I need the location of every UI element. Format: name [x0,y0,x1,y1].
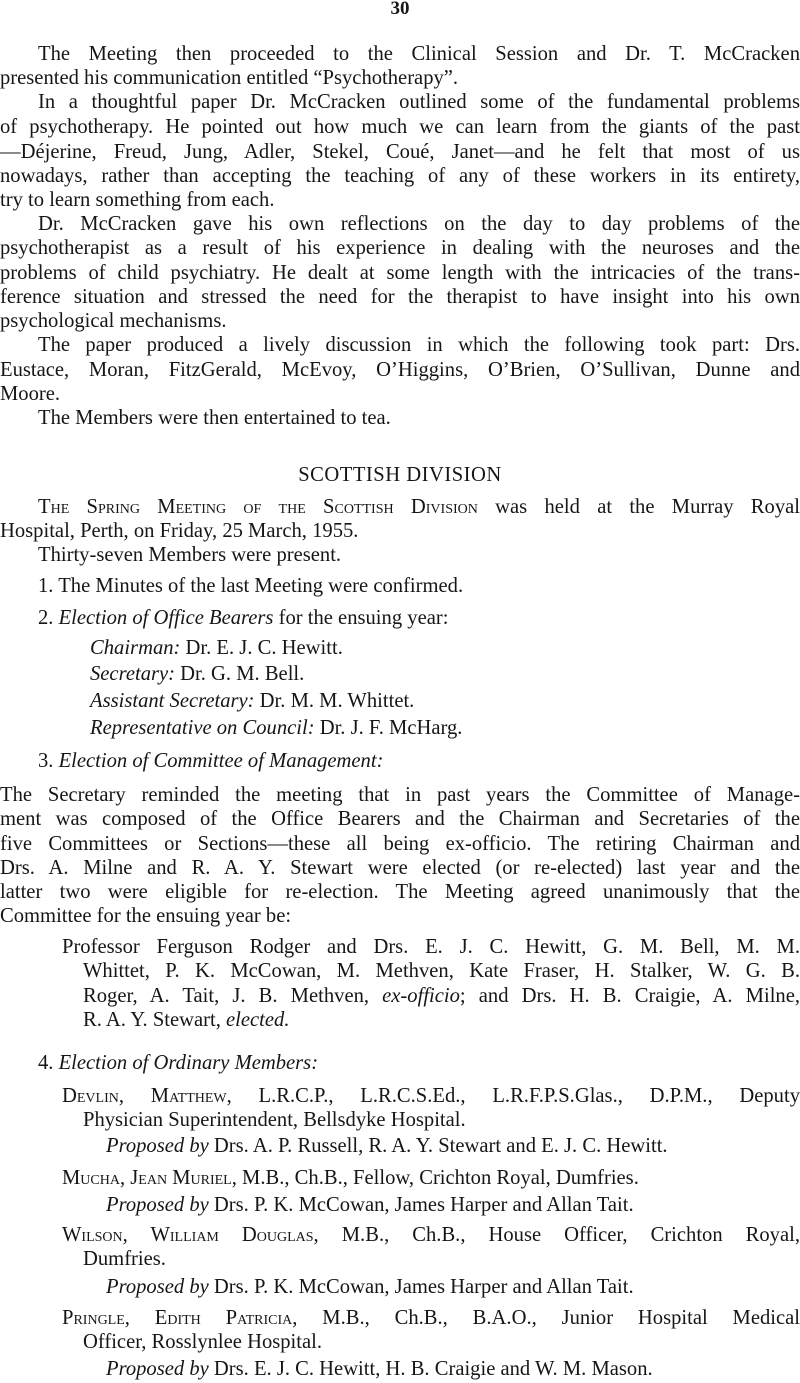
clinical-paragraph-3-line: psychological mechanisms. [0,310,227,332]
clinical-paragraph-4-line: The paper produced a lively discussion in which the following took part: Drs. [38,334,800,356]
committee-text-line: Drs. A. Milne and R. A. Y. Stewart were elected (or re-elected) last year and the [0,857,800,879]
member-entry: Wilson, William Douglas, M.B., Ch.B., House Officer, Crichton Royal, [62,1224,800,1246]
member-proposers: Proposed by Drs. A. P. Russell, R. A. Y. Stewart and E. J. C. Hewitt. [106,1135,668,1157]
committee-text-line: latter two were eligible for re-election. The Meeting agreed unanimously that the [0,881,800,903]
committee-text-line: five Committees or Sections—these all being ex-officio. The retiring Chairman and [0,833,800,855]
member-entry-line: Physician Superintendent, Bellsdyke Hospital. [83,1109,466,1131]
member-entry: Devlin, Matthew, L.R.C.P., L.R.C.S.Ed., L.R.F.P.S.Glas., D.P.M., Deputy [62,1085,800,1107]
clinical-paragraph-1-line: The Meeting then proceeded to the Clinical Session and Dr. T. McCracken [38,43,800,65]
member-proposers: Proposed by Drs. P. K. McCowan, James Harper and Allan Tait. [106,1276,634,1298]
clinical-paragraph-5: The Members were then entertained to tea. [38,407,391,429]
committee-text-line: The Secretary reminded the meeting that in past years the Committee of Manage- [0,784,800,806]
clinical-paragraph-3-line: problems of child psychiatry. He dealt at some length with the intricacies of the trans- [0,262,800,284]
officer-representative: Representative on Council: Dr. J. F. McHarg. [90,717,463,739]
section-heading: SCOTTISH DIVISION [298,464,502,486]
clinical-paragraph-4-line: Eustace, Moran, FitzGerald, McEvoy, O’Higgins, O’Brien, O’Sullivan, Dunne and [0,359,800,381]
item-3: 3. Election of Committee of Management: [38,750,384,772]
clinical-paragraph-4-line: Moore. [0,383,61,405]
member-proposers: Proposed by Drs. E. J. C. Hewitt, H. B. Craigie and W. M. Mason. [106,1358,653,1380]
clinical-paragraph-2-line: try to learn something from each. [0,189,275,211]
committee-list-line: Professor Ferguson Rodger and Drs. E. J. C. Hewitt, G. M. Bell, M. M. [62,936,800,958]
member-name: Devlin, Matthew, [62,1085,232,1107]
meeting-name: The Spring Meeting of the Scottish Division [38,496,478,518]
scottish-intro-line: The Spring Meeting of the Scottish Division was held at the Murray Royal [38,496,800,518]
committee-list-line: Roger, A. Tait, J. B. Methven, ex-officio; and Drs. H. B. Craigie, A. Milne, [83,985,800,1007]
item-2: 2. Election of Office Bearers for the ensuing year: [38,607,449,629]
officer-secretary: Secretary: Dr. G. M. Bell. [90,663,305,685]
clinical-paragraph-2-line: nowadays, rather than accepting the teaching of any of these workers in its entirety, [0,165,800,187]
officer-chairman: Chairman: Dr. E. J. C. Hewitt. [90,637,343,659]
committee-list-line: R. A. Y. Stewart, elected. [83,1009,290,1031]
officer-assistant-secretary: Assistant Secretary: Dr. M. M. Whittet. [90,690,415,712]
member-entry-line: Officer, Rosslynlee Hospital. [83,1331,323,1353]
clinical-paragraph-3-line: Dr. McCracken gave his own reflections on the day to day problems of the [38,213,800,235]
clinical-paragraph-2-line: —Déjerine, Freud, Jung, Adler, Stekel, Coué, Janet—and he felt that most of us [0,141,800,163]
member-name: Mucha, Jean Muriel, [62,1167,237,1189]
committee-text-line: ment was composed of the Office Bearers and the Chairman and Secretaries of the [0,808,800,830]
clinical-paragraph-2-line: of psychotherapy. He pointed out how much we can learn from the giants of the past [0,116,800,138]
member-entry: Mucha, Jean Muriel, M.B., Ch.B., Fellow, Crichton Royal, Dumfries. [62,1167,639,1189]
page-number: 30 [390,0,410,19]
clinical-paragraph-2-line: In a thoughtful paper Dr. McCracken outlined some of the fundamental problems [38,91,800,113]
item-4: 4. Election of Ordinary Members: [38,1052,319,1074]
member-entry: Pringle, Edith Patricia, M.B., Ch.B., B.A.O., Junior Hospital Medical [62,1307,800,1329]
attendance: Thirty-seven Members were present. [38,544,342,566]
member-proposers: Proposed by Drs. P. K. McCowan, James Harper and Allan Tait. [106,1194,634,1216]
member-name: Wilson, William Douglas, [62,1224,319,1246]
committee-list-line: Whittet, P. K. McCowan, M. Methven, Kate Fraser, H. Stalker, W. G. B. [83,960,800,982]
clinical-paragraph-3-line: ference situation and stressed the need for the therapist to have insight into his own [0,286,800,308]
committee-text-line: Committee for the ensuing year be: [0,905,292,927]
clinical-paragraph-1-line: presented his communication entitled “Psychotherapy”. [0,67,459,89]
scottish-intro-line: Hospital, Perth, on Friday, 25 March, 1955. [0,520,359,542]
item-1: 1. The Minutes of the last Meeting were confirmed. [38,575,464,597]
member-name: Pringle, Edith Patricia, [62,1307,298,1329]
clinical-paragraph-3-line: psychotherapist as a result of his experience in dealing with the neuroses and the [0,237,800,259]
member-entry-line: Dumfries. [83,1248,166,1270]
